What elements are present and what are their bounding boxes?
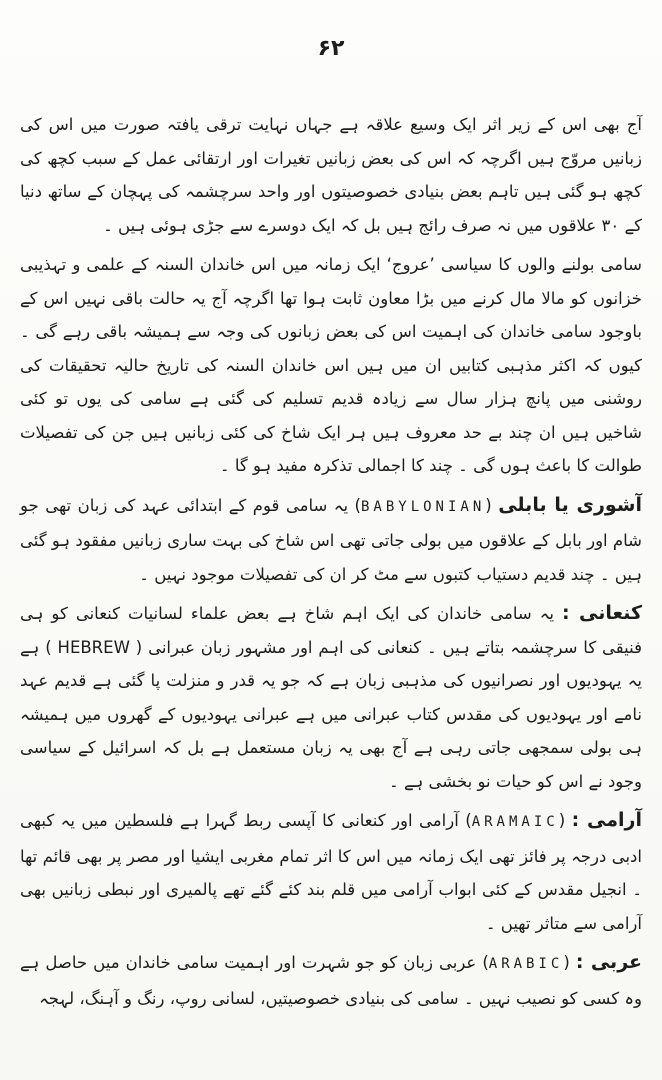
latin-term: BABYLONIAN [360, 498, 486, 515]
section-heading: عربی : [575, 951, 642, 973]
section-heading: کنعانی : [562, 602, 643, 624]
paragraph-intro [20, 108, 642, 242]
section-canaanite [20, 597, 642, 798]
paragraph-text: آرامی اور کنعانی کا آپسی ربط گہرا ہے فلسطین میں یہ کبھی ادبی درجہ پر فائز تھی ایک زمانہ میں اس کا اثر تمام مغربی ایشیا اور مصر پر بھی قائم تھا ۔ انجیل مقدس کے کئی ابواب آرامی میں قلم بند کئے گئے تھے پالمیری اور نبطی زبانیں بھی آرامی سے متاثر تھیں ۔ [20, 811, 642, 933]
section-arabic: عربی : (ARABIC) عربی زبان کو جو شہرت اور اہمیت سامی خاندان میں حاصل ہے وہ کسی کو نصیب نہیں ۔ سامی کی بنیادی خصوصیتیں، لسانی روپ، رنگ و آہنگ، لہجہ [20, 951, 642, 1008]
paragraph-text: عربی زبان کو جو شہرت اور اہمیت سامی خاندان میں حاصل ہے وہ کسی کو نصیب نہیں ۔ سامی کی بنیادی خصوصیتیں، لسانی روپ، رنگ و آہنگ، لہجہ [20, 953, 642, 1008]
page-number: ۶۲ [317, 36, 345, 61]
paragraph-text: یہ سامی خاندان کی ایک اہم شاخ ہے بعض علماء لسانیات کنعانی کو ہی فنیقی کا سرچشمہ بتاتے ہیں ۔ کنعانی کی اہم اور مشہور زبان عبرانی ( HEBREW ) ہے یہ یہودیوں اور نصرانیوں کی مذہبی زبان ہے کہ جو یہ قدر و منزلت پا گئی ہے قدیم عہد نامے اور یہودیوں کی مقدس کتاب عبرانی میں ہے عبرانی یہودیوں کے گھروں میں ہمیشہ ہی بولی سمجھی جاتی رہی ہے آج بھی یہ زبان مستعمل ہے بل کہ اسرائیل کے سیاسی وجود نے اس کو حیات نو بخشی ہے ۔ [20, 604, 642, 791]
paragraph-text: یہ سامی قوم کے ابتدائی عہد کی زبان تھی جو شام اور بابل کے علاقوں میں بولی جاتی تھی اس شاخ کی بہت ساری زبانیں مفقود ہو گئی ہیں ۔ چند قدیم دستیاب کتبوں سے مٹ کر ان کی تفصیلات موجود نہیں ۔ [20, 495, 642, 584]
paragraph-semitic-history [20, 248, 642, 483]
section-heading: آشوری یا بابلی [498, 493, 643, 516]
latin-term: ARABIC [488, 956, 564, 972]
latin-term: ARAMAIC [471, 814, 559, 830]
section-heading: آرامی : [571, 809, 642, 831]
page-body [20, 108, 642, 1021]
section-babylonian: آشوری یا بابلی (BABYLONIAN) یہ سامی قوم کے ابتدائی عہد کی زبان تھی جو شام اور بابل کے علاقوں میں بولی جاتی تھی اس شاخ کی بہت ساری زبانیں مفقود ہو گئی ہیں ۔ چند قدیم دستیاب کتبوں سے مٹ کر ان کی تفصیلات موجود نہیں ۔ [20, 493, 643, 584]
paragraph-text: سامی بولنے والوں کا سیاسی ’عروج‘ ایک زمانہ میں اس خاندان السنہ کے علمی و تہذیبی خزانوں کو مالا مال کرنے میں بڑا معاون ثابت ہوا تھا اگرچہ آج یہ حالت باقی نہیں اس کے باوجود سامی خاندان کی اہمیت اس کی بعض زبانوں کی وجہ سے ہمیشہ باقی رہے گی ۔ کیوں کہ اکثر مذہبی کتابیں ان میں ہیں اس خاندان السنہ کی تاریخ حالیہ تحقیقات کی روشنی میں پانچ ہزار سال سے زیادہ قدیم تسلیم کی گئی ہے سامی کی یوں تو کئی شاخیں ہیں ان چند بے حد معروف ہیں ہر ایک شاخ کی کئی زبانیں ہیں جن کی تفصیلات طوالت کا باعث ہوں گی ۔ چند کا اجمالی تذکرہ مفید ہو گا ۔ [20, 255, 642, 475]
paragraph-text: آج بھی اس کے زیر اثر ایک وسیع علاقہ ہے جہاں نہایت ترقی یافتہ صورت میں اس کی زبانیں مروّج ہیں اگرچہ کہ اس کی بعض زبانیں تغیرات اور ارتقائی عمل کے سبب کچھ کی کچھ ہو گئی ہیں تاہم بعض بنیادی خصوصیتوں اور واحد سرچشمہ کی پہچان کے ساتھ دنیا کے ۳۰ علاقوں میں نہ صرف رائج ہیں بل کہ ایک دوسرے سے جڑی ہوئی ہیں ۔ [20, 115, 642, 235]
section-aramaic: آرامی : (ARAMAIC) آرامی اور کنعانی کا آپسی ربط گہرا ہے فلسطین میں یہ کبھی ادبی درجہ پر فائز تھی ایک زمانہ میں اس کا اثر تمام مغربی ایشیا اور مصر پر بھی قائم تھا ۔ انجیل مقدس کے کئی ابواب آرامی میں قلم بند کئے گئے تھے پالمیری اور نبطی زبانیں بھی آرامی سے متاثر تھیں ۔ [20, 809, 642, 933]
